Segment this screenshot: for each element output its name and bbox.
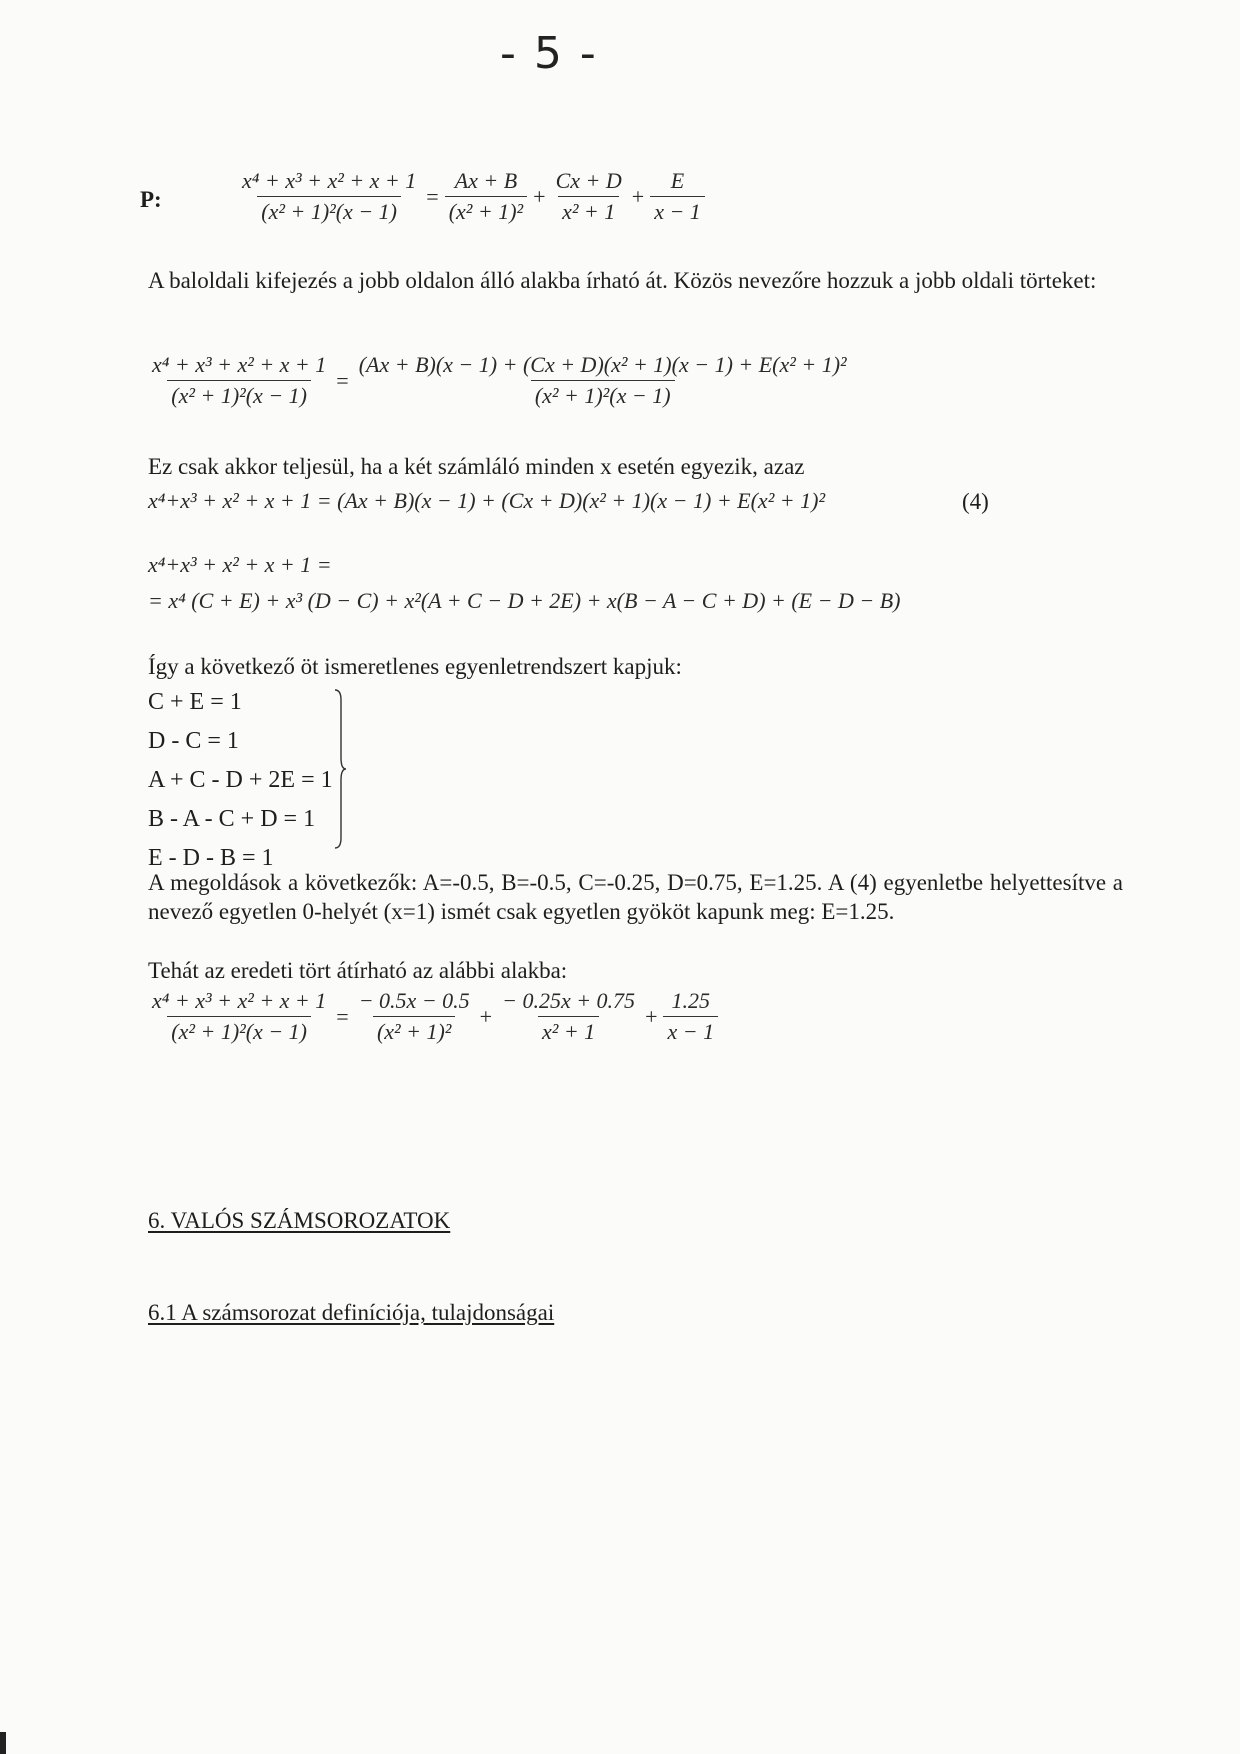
- paragraph-solutions: A megoldások a következők: A=-0.5, B=-0.5, C=-0.25, D=0.75, E=1.25. A (4) egyenletbe helyettesítve a nevező egyetlen 0-helyét (x=1) ismét csak egyetlen gyököt kapunk meg: E=1.25.: [148, 870, 1123, 924]
- system-equation: E - D - B = 1: [148, 845, 274, 871]
- fraction-numerator: x⁴ + x³ + x² + x + 1: [242, 168, 417, 193]
- rhs-fraction: [355, 352, 851, 409]
- equals-sign: =: [336, 367, 349, 393]
- system-equation: B - A - C + D = 1: [148, 806, 316, 832]
- paragraph-system-intro: Így a következő öt ismeretlenes egyenletrendszert kapjuk:: [148, 654, 682, 679]
- term2-fraction: [552, 168, 626, 225]
- final-equation: [148, 988, 718, 1045]
- fraction-numerator: Ax + B: [454, 168, 518, 193]
- plus-sign: +: [479, 1003, 493, 1029]
- partial-fraction-equation: [238, 168, 705, 225]
- paragraph-intro: A baloldali kifejezés a jobb oldalon álló alakba írható át. Közös nevezőre hozzuk a jobb oldali törteket:: [148, 268, 1097, 293]
- fraction-denominator: x − 1: [650, 196, 705, 225]
- fraction-denominator: x² + 1: [558, 196, 619, 225]
- equation-system: [148, 683, 333, 878]
- fraction-numerator: E: [670, 168, 685, 193]
- fraction-denominator: (x² + 1)²(x − 1): [257, 196, 401, 225]
- section-heading: 6. VALÓS SZÁMSOROZATOK: [148, 1208, 451, 1233]
- fraction-denominator: (x² + 1)²(x − 1): [531, 380, 675, 409]
- problem-label: P:: [140, 187, 162, 212]
- expansion-line-1: x⁴+x³ + x² + x + 1 =: [148, 552, 332, 577]
- page-number: - 5 -: [500, 28, 598, 79]
- term2-fraction: [498, 988, 639, 1045]
- fraction-numerator: − 0.5x − 0.5: [358, 988, 470, 1013]
- fraction-denominator: (x² + 1)²(x − 1): [167, 380, 311, 409]
- term1-fraction: [355, 988, 474, 1045]
- subsection-heading: 6.1 A számsorozat definíciója, tulajdonságai: [148, 1300, 555, 1325]
- fraction-denominator: (x² + 1)²(x − 1): [167, 1016, 311, 1045]
- fraction-numerator: Cx + D: [555, 168, 622, 193]
- paragraph-result-intro: Tehát az eredeti tört átírható az alábbi alakba:: [148, 958, 568, 983]
- scan-edge-mark: [0, 1732, 6, 1754]
- lhs-fraction: [148, 352, 330, 409]
- fraction-numerator: x⁴ + x³ + x² + x + 1: [152, 988, 327, 1013]
- term3-fraction: [663, 988, 718, 1045]
- paragraph-condition: Ez csak akkor teljesül, ha a két számláló minden x esetén egyezik, azaz: [148, 454, 805, 479]
- fraction-denominator: (x² + 1)²: [445, 196, 527, 225]
- plus-sign: +: [645, 1003, 658, 1029]
- system-equation: D - C = 1: [148, 728, 239, 754]
- lhs-fraction: [148, 988, 330, 1045]
- lhs-fraction: [238, 168, 420, 225]
- fraction-numerator: 1.25: [671, 988, 711, 1013]
- plus-sign: +: [533, 183, 546, 209]
- equation-4: x⁴+x³ + x² + x + 1 = (Ax + B)(x − 1) + (Cx + D)(x² + 1)(x − 1) + E(x² + 1)²: [148, 488, 826, 513]
- system-equation: C + E = 1: [148, 689, 242, 715]
- equals-sign: =: [426, 183, 439, 209]
- expansion-line-2: = x⁴ (C + E) + x³ (D − C) + x²(A + C − D + 2E) + x(B − A − C + D) + (E − D − B): [148, 588, 901, 613]
- term1-fraction: [445, 168, 527, 225]
- equation-4-label: (4): [962, 489, 989, 514]
- fraction-numerator: (Ax + B)(x − 1) + (Cx + D)(x² + 1)(x − 1) + E(x² + 1)²: [358, 352, 847, 377]
- fraction-denominator: x − 1: [663, 1016, 718, 1045]
- common-denominator-equation: [148, 352, 851, 409]
- plus-sign: +: [631, 183, 645, 209]
- fraction-numerator: − 0.25x + 0.75: [502, 988, 636, 1013]
- right-brace: [333, 688, 347, 850]
- equals-sign: =: [336, 1003, 349, 1029]
- system-equation: A + C - D + 2E = 1: [148, 767, 333, 793]
- fraction-numerator: x⁴ + x³ + x² + x + 1: [152, 352, 327, 377]
- fraction-denominator: (x² + 1)²: [373, 1016, 455, 1045]
- term3-fraction: [650, 168, 705, 225]
- fraction-denominator: x² + 1: [538, 1016, 599, 1045]
